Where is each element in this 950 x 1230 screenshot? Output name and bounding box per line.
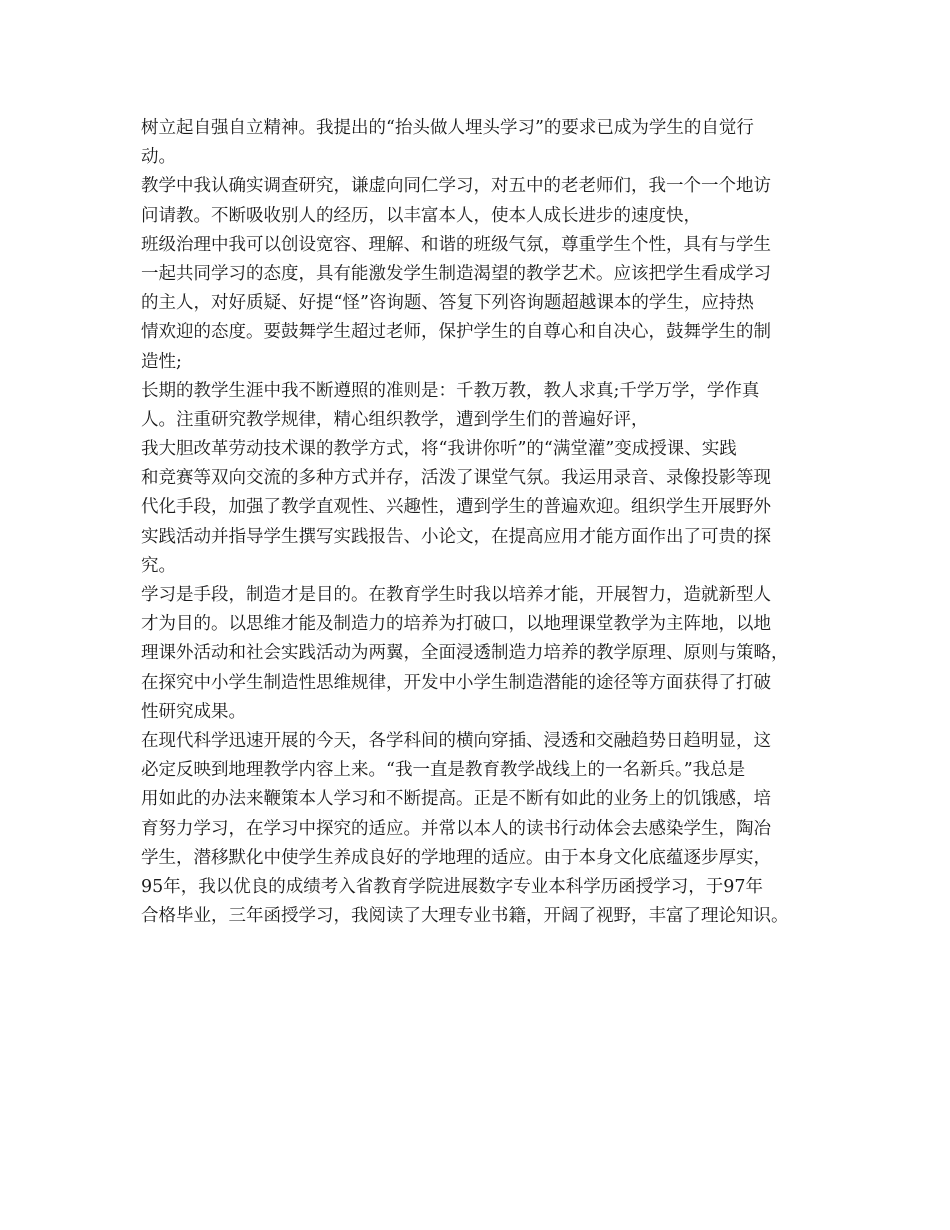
text-line: 95年，我以优良的成绩考入省教育学院进展数字专业本科学历函授学习，于97年 [141, 876, 764, 897]
text-line: 一起共同学习的态度，具有能激发学生制造渴望的教学艺术。应该把学生看成学习 [141, 263, 771, 284]
text-line: 我大胆改革劳动技术课的教学方式，将“我讲你听”的“满堂灌”变成授课、实践 [141, 439, 737, 460]
text-line: 合格毕业，三年函授学习，我阅读了大理专业书籍，开阔了视野，丰富了理论知识。 [141, 906, 789, 927]
text-line: 才为目的。以思维才能及制造力的培养为打破口，以地理课堂教学为主阵地，以地 [141, 614, 771, 635]
text-line: 和竞赛等双向交流的多种方式并存，活泼了课堂气氛。我运用录音、录像投影等现 [141, 468, 771, 489]
text-line: 必定反映到地理教学内容上来。“我一直是教育教学战线上的一名新兵。”我总是 [141, 760, 746, 781]
text-line: 长期的教学生涯中我不断遵照的准则是：千教万教，教人求真;千学万学，学作真 [141, 380, 760, 401]
text-line: 情欢迎的态度。要鼓舞学生超过老师，保护学生的自尊心和自决心，鼓舞学生的制 [141, 322, 771, 343]
text-line: 人。注重研究教学规律，精心组织教学，遭到学生们的普遍好评， [141, 409, 649, 430]
text-line: 实践活动并指导学生撰写实践报告、小论文，在提高应用才能方面作出了可贵的探 [141, 526, 771, 547]
text-line: 育努力学习，在学习中探究的适应。并常以本人的读书行动体会去感染学生，陶冶 [141, 818, 771, 839]
text-line: 性研究成果。 [141, 701, 246, 722]
text-line: 学习是手段，制造才是目的。在教育学生时我以培养才能，开展智力，造就新型人 [141, 585, 771, 605]
text-line: 用如此的办法来鞭策本人学习和不断提高。正是不断有如此的业务上的饥饿感，培 [141, 789, 771, 810]
text-line: 教学中我认确实调查研究，谦虚向同仁学习，对五中的老老师们，我一个一个地访 [141, 176, 771, 197]
text-line: 理课外活动和社会实践活动为两翼，全面浸透制造力培养的教学原理、原则与策略， [141, 643, 789, 664]
text-line: 学生，潜移默化中使学生养成良好的学地理的适应。由于本身文化底蕴逐步厚实， [141, 847, 771, 868]
text-line: 代化手段，加强了教学直观性、兴趣性，遭到学生的普遍欢迎。组织学生开展野外 [141, 497, 771, 518]
text-line: 在探究中小学生制造性思维规律，开发中小学生制造潜能的途径等方面获得了打破 [141, 672, 771, 693]
text-line: 树立起自强自立精神。我提出的“抬头做人埋头学习”的要求已成为学生的自觉行 [141, 118, 754, 138]
text-line: 班级治理中我可以创设宽容、理解、和谐的班级气氛，尊重学生个性，具有与学生 [141, 234, 771, 255]
text-line: 问请教。不断吸收别人的经历，以丰富本人，使本人成长进步的速度快， [141, 205, 701, 226]
text-line: 造性; [141, 351, 182, 372]
text-line: 的主人，对好质疑、好提“怪”咨询题、答复下列咨询题超越课本的学生，应持热 [141, 293, 754, 314]
text-line: 究。 [141, 555, 176, 576]
text-line: 在现代科学迅速开展的今天，各学科间的横向穿插、浸透和交融趋势日趋明显，这 [141, 730, 771, 751]
text-line: 动。 [141, 147, 176, 168]
document-body [141, 114, 841, 931]
